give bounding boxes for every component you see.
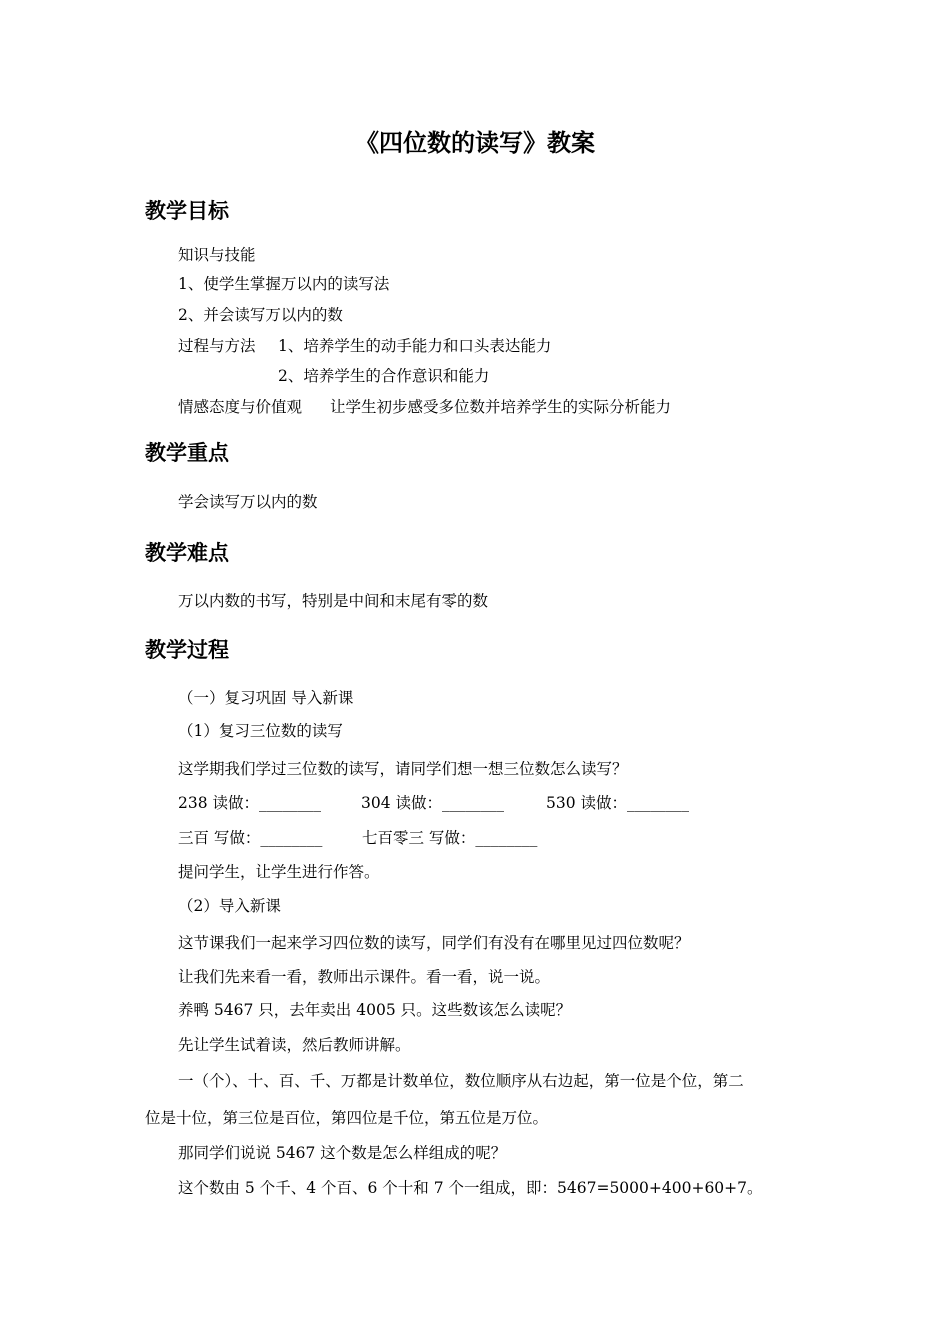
sub-step-1: （1）复习三位数的读写 — [178, 722, 343, 740]
process-item-1: 1、培养学生的动手能力和口头表达能力 — [278, 337, 552, 355]
heading-process: 教学过程 — [145, 638, 229, 662]
text-line: 这节课我们一起来学习四位数的读写，同学们有没有在哪里见过四位数呢？ — [178, 934, 690, 952]
process-item-2: 2、培养学生的合作意识和能力 — [278, 367, 490, 385]
difficulty-text: 万以内数的书写，特别是中间和末尾有零的数 — [178, 592, 489, 610]
knowledge-item-1: 1、使学生掌握万以内的读写法 — [178, 275, 390, 293]
heading-goals: 教学目标 — [145, 199, 229, 223]
text-line: 那同学们说说 5467 这个数是怎么样组成的呢？ — [178, 1144, 507, 1162]
text-line: 养鸭 5467 只，去年卖出 4005 只。这些数该怎么读呢？ — [178, 1001, 572, 1019]
exercise-238: 238 读做：________ — [178, 794, 322, 812]
text-line: 位是十位，第三位是百位，第四位是千位，第五位是万位。 — [145, 1109, 549, 1127]
text-line: 一（个）、十、百、千、万都是计数单位，数位顺序从右边起，第一位是个位，第二 — [178, 1072, 744, 1090]
text-line: 提问学生，让学生进行作答。 — [178, 863, 380, 881]
exercise-530: 530 读做：________ — [546, 794, 690, 812]
emotion-item: 让学生初步感受多位数并培养学生的实际分析能力 — [330, 398, 672, 416]
sub-step-2: （2）导入新课 — [178, 897, 281, 915]
exercise-three-hundred: 三百 写做：________ — [178, 829, 323, 847]
text-line: 这个数由 5 个千、4 个百、6 个十和 7 个一组成，即：5467=5000+400+60+7。 — [178, 1179, 763, 1197]
text-line: 先让学生试着读，然后教师讲解。 — [178, 1036, 411, 1054]
step-1: （一）复习巩固 导入新课 — [178, 689, 354, 707]
exercise-304: 304 读做：________ — [361, 794, 505, 812]
key-text: 学会读写万以内的数 — [178, 493, 318, 511]
knowledge-label: 知识与技能 — [178, 246, 256, 264]
exercise-seven-hundred-three: 七百零三 写做：________ — [362, 829, 538, 847]
emotion-label: 情感态度与价值观 — [178, 398, 303, 416]
heading-difficulty: 教学难点 — [145, 541, 229, 565]
knowledge-item-2: 2、并会读写万以内的数 — [178, 306, 343, 324]
process-label: 过程与方法 — [178, 337, 256, 355]
text-line: 这学期我们学过三位数的读写，请同学们想一想三位数怎么读写？ — [178, 760, 628, 778]
heading-key: 教学重点 — [145, 441, 229, 465]
text-line: 让我们先来看一看，教师出示课件。看一看，说一说。 — [178, 968, 551, 986]
document-title: 《四位数的读写》教案 — [355, 128, 595, 157]
